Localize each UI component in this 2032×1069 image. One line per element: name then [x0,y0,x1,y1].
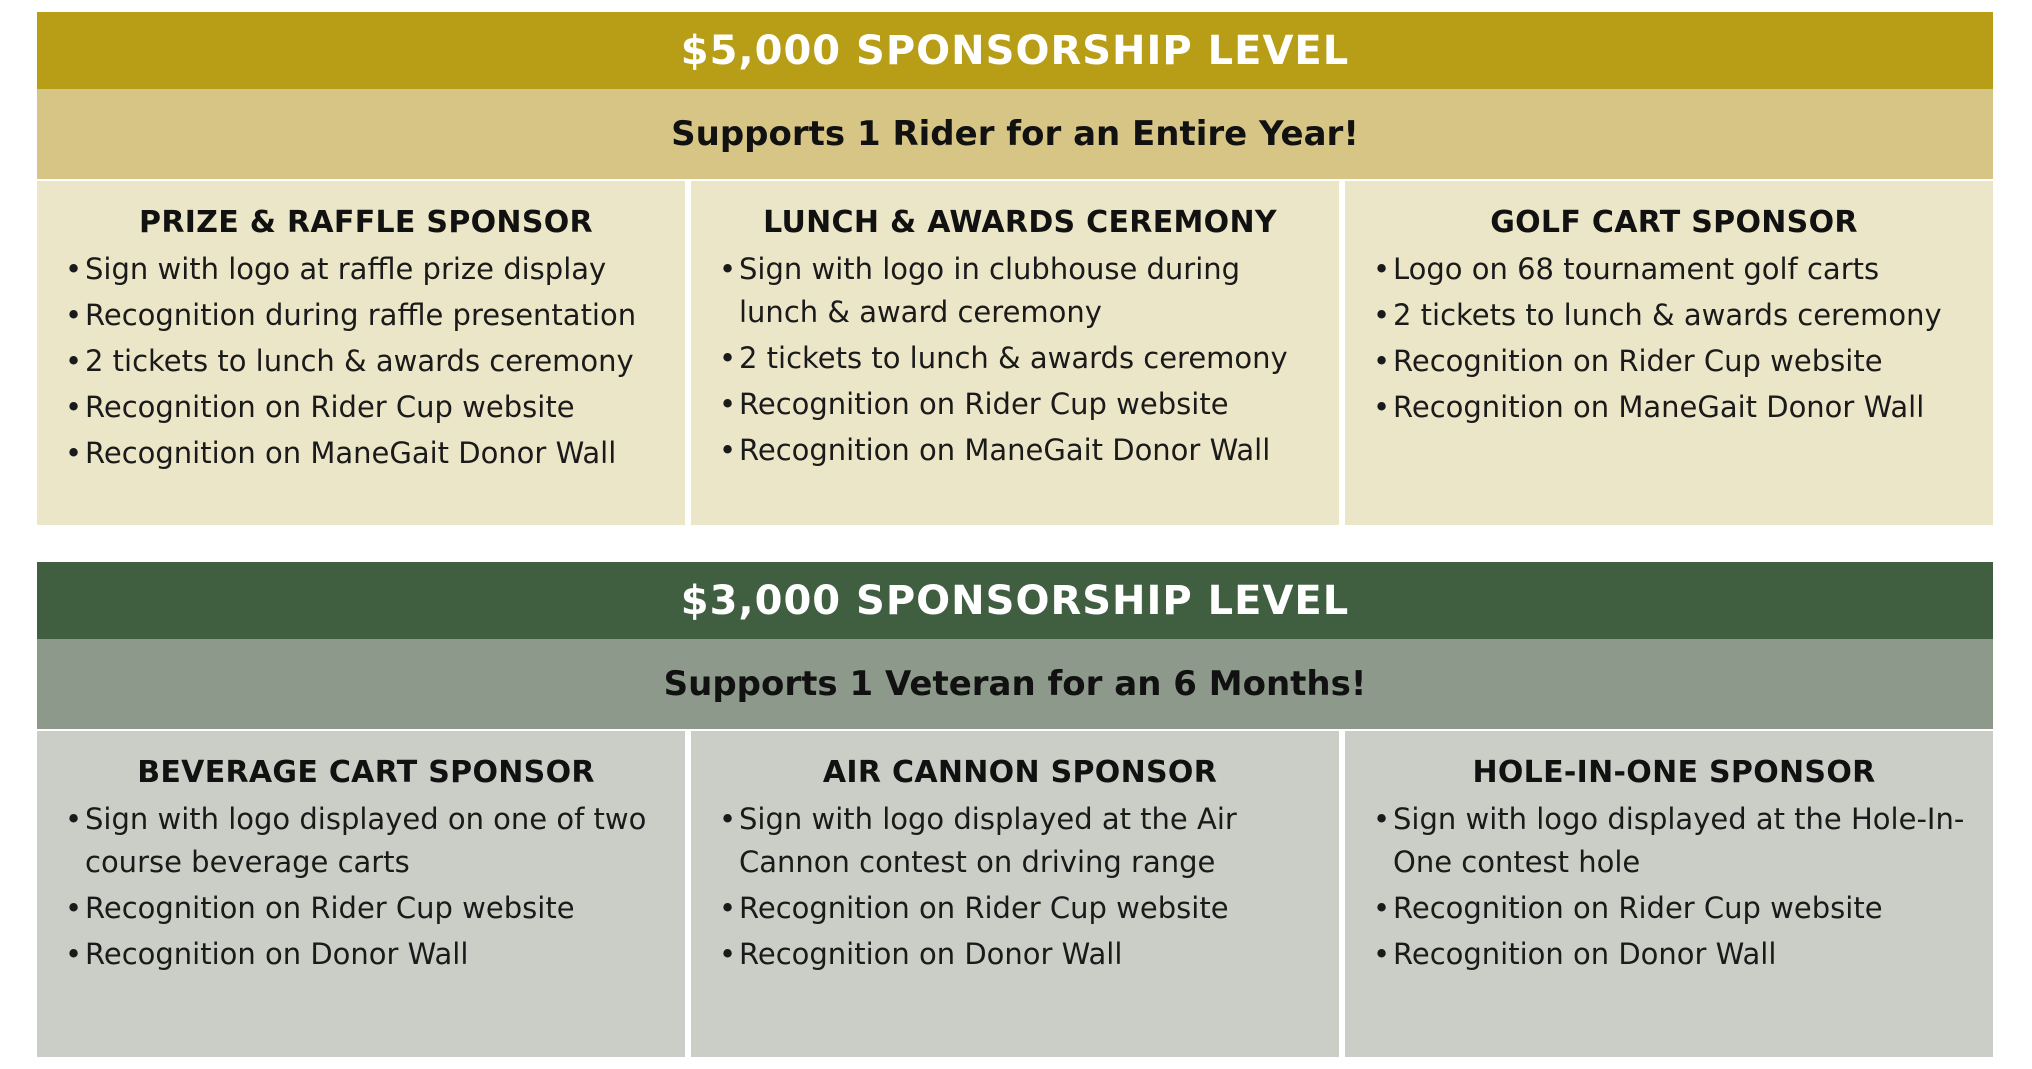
benefit-list [719,798,1321,976]
level-header: $5,000 SPONSORSHIP LEVEL [37,12,1993,89]
benefit-item: • Sign with logo displayed at the Hole-In-One contest hole [1373,798,1975,884]
benefit-item: • 2 tickets to lunch & awards ceremony [65,340,667,383]
benefit-item: • Recognition on Donor Wall [65,933,667,976]
benefit-item: • Recognition on Donor Wall [719,933,1321,976]
sponsor-card-beverage-cart [37,731,685,1057]
benefit-item: • Sign with logo displayed on one of two course beverage carts [65,798,667,884]
sponsor-card-golf-cart [1345,181,1993,525]
benefit-item: • Logo on 68 tournament golf carts [1373,248,1975,291]
sponsor-cards [37,731,1993,1057]
level-header: $3,000 SPONSORSHIP LEVEL [37,562,1993,639]
card-title: GOLF CART SPONSOR [1490,205,1858,240]
benefit-item: • Sign with logo displayed at the Air Cannon contest on driving range [719,798,1321,884]
benefit-item: • Recognition on Donor Wall [1373,933,1975,976]
card-title: AIR CANNON SPONSOR [822,755,1218,790]
benefit-item: • Recognition on Rider Cup website [65,887,667,930]
sponsor-card-hole-in-one [1345,731,1993,1057]
card-title: PRIZE & RAFFLE SPONSOR [139,205,593,240]
card-title: LUNCH & AWARDS CEREMONY [763,205,1277,240]
benefit-item: • Sign with logo at raffle prize display [65,248,667,291]
sponsorship-level-5000 [37,12,1993,525]
level-subtitle: Supports 1 Veteran for an 6 Months! [37,639,1993,729]
sponsor-card-air-cannon [691,731,1339,1057]
benefit-item: • Recognition on ManeGait Donor Wall [65,432,667,475]
sponsor-card-prize-raffle [37,181,685,525]
benefit-item: • 2 tickets to lunch & awards ceremony [1373,294,1975,337]
benefit-item: • Recognition on Rider Cup website [1373,887,1975,930]
benefit-item: • Recognition on Rider Cup website [65,386,667,429]
benefit-item: • Recognition on Rider Cup website [719,887,1321,930]
benefit-item: • Sign with logo in clubhouse during lunch & award ceremony [719,248,1321,334]
benefit-item: • Recognition on ManeGait Donor Wall [719,429,1321,472]
benefit-list [1373,798,1975,976]
benefit-list [719,248,1321,472]
benefit-item: • Recognition during raffle presentation [65,294,667,337]
sponsor-card-lunch-awards [691,181,1339,525]
benefit-item: • Recognition on Rider Cup website [719,383,1321,426]
sponsor-cards [37,181,1993,525]
benefit-list [65,248,667,475]
benefit-item: • Recognition on Rider Cup website [1373,340,1975,383]
benefit-list [1373,248,1975,429]
benefit-item: • 2 tickets to lunch & awards ceremony [719,337,1321,380]
sponsorship-level-3000 [37,562,1993,1057]
benefit-list [65,798,667,976]
card-title: HOLE-IN-ONE SPONSOR [1472,755,1876,790]
benefit-item: • Recognition on ManeGait Donor Wall [1373,386,1975,429]
level-subtitle: Supports 1 Rider for an Entire Year! [37,89,1993,179]
card-title: BEVERAGE CART SPONSOR [137,755,595,790]
